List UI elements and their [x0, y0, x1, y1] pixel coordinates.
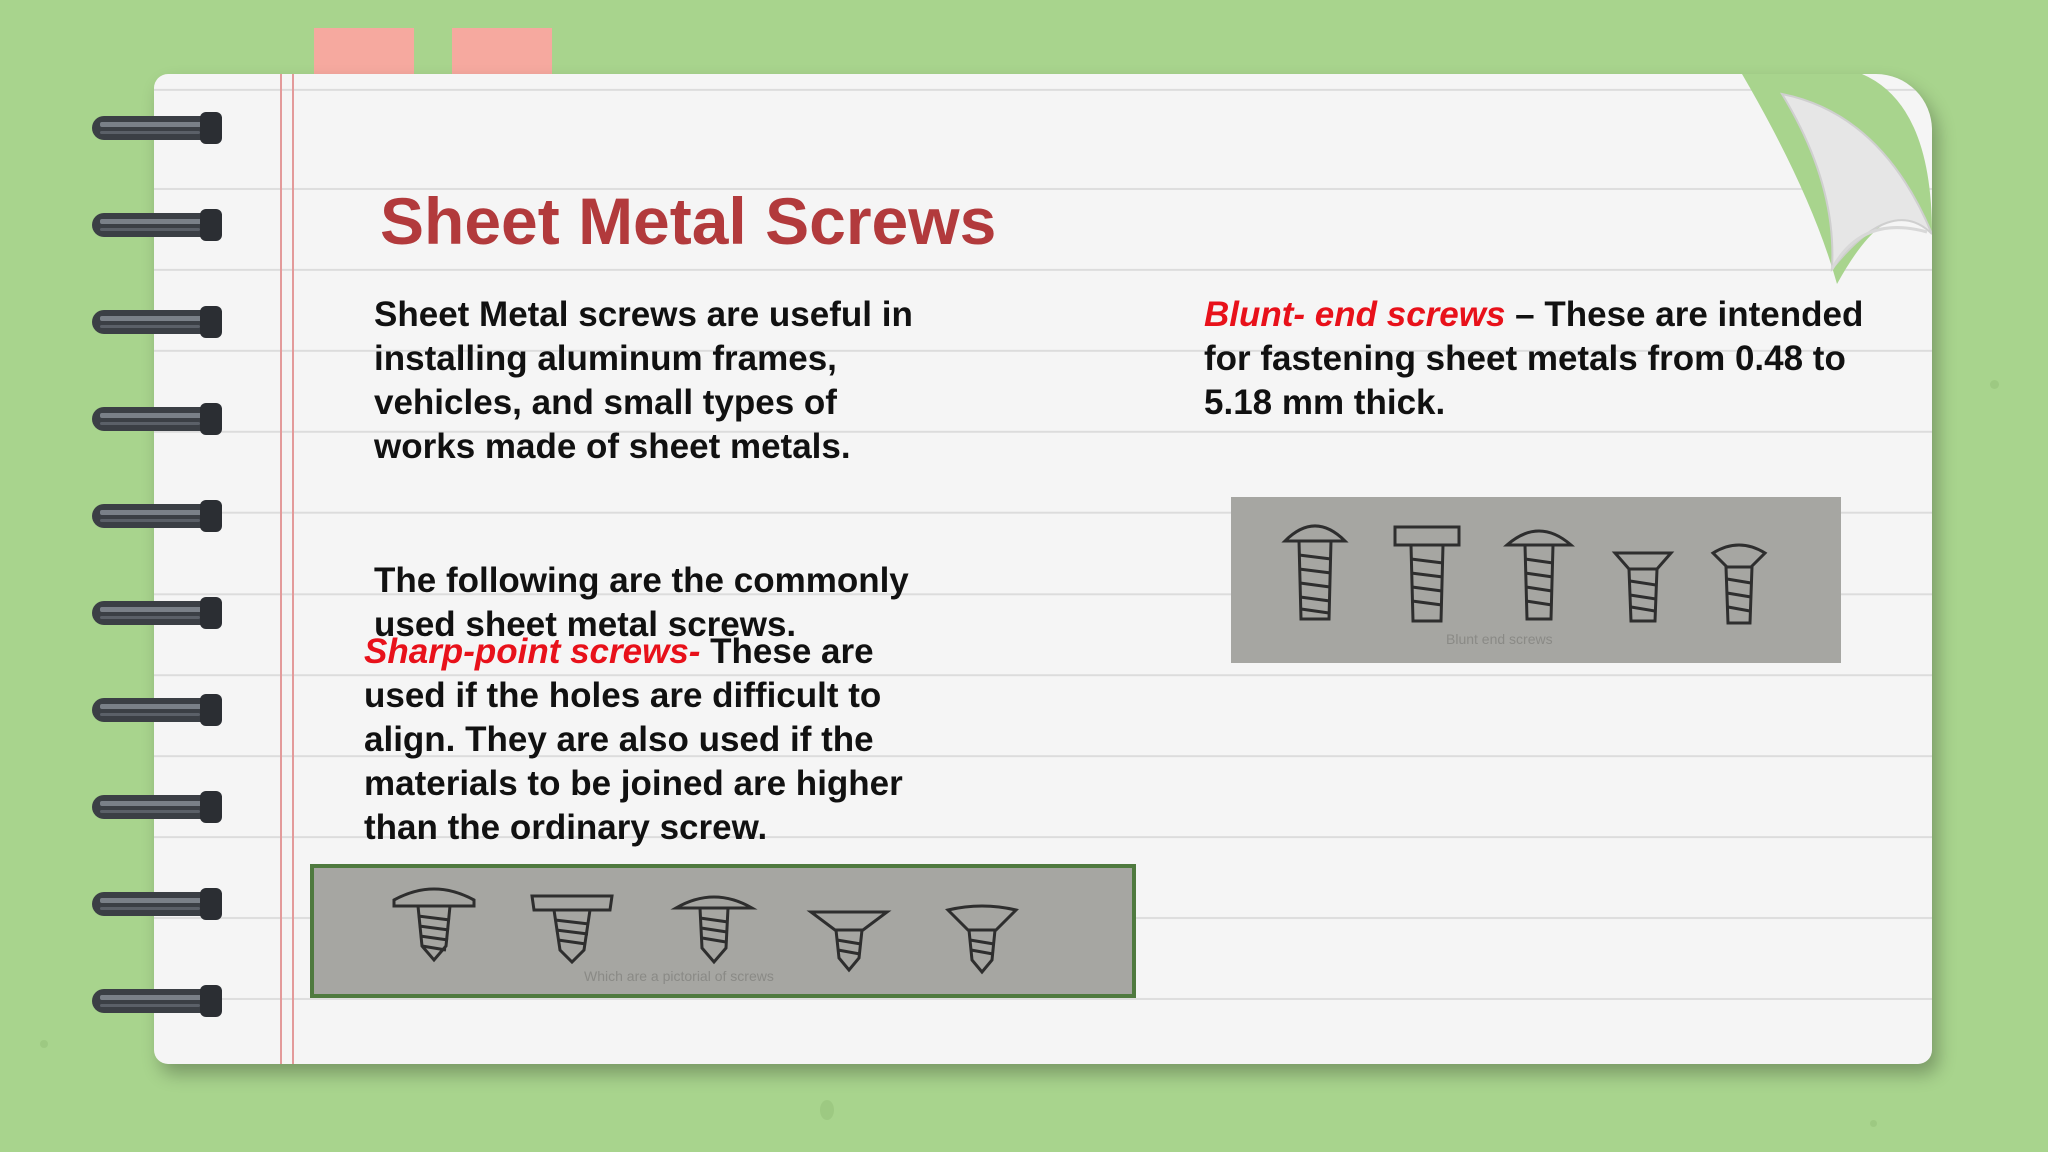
margin-line [280, 74, 282, 1064]
paper-tab [452, 28, 552, 76]
sharp-point-term: Sharp-point screws- [364, 632, 701, 671]
blunt-end-paragraph [1204, 293, 1864, 425]
intro-text: Sheet Metal screws are useful in installing aluminum frames, vehicles, and small types of works made of sheet metals. [374, 295, 913, 466]
paper-tab [314, 28, 414, 76]
sharp-point-paragraph [364, 630, 944, 850]
speck [1870, 1120, 1877, 1127]
sharp-point-screws-image [310, 864, 1136, 998]
blunt-end-screws-image [1231, 497, 1841, 663]
margin-line [292, 74, 294, 1064]
slide-title: Sheet Metal Screws [380, 184, 997, 258]
blunt-end-term: Blunt- end screws [1204, 295, 1506, 334]
spiral-binding [0, 0, 240, 1152]
following-text: The following are the commonly used sheet metal screws. [374, 561, 909, 644]
sharp-point-description: These are used if the holes are difficult to align. They are also used if the materials to be joined are higher than the ordinary screw. [364, 632, 903, 847]
blunt-end-description: – These are intended for fastening sheet metals from 0.48 to 5.18 mm thick. [1204, 295, 1864, 422]
page-curl-icon [1742, 74, 1932, 284]
speck [820, 1100, 834, 1120]
blunt-end-image-caption: Blunt end screws [1446, 631, 1553, 647]
speck [1990, 380, 1999, 389]
sharp-point-image-caption: Which are a pictorial of screws [584, 968, 774, 984]
